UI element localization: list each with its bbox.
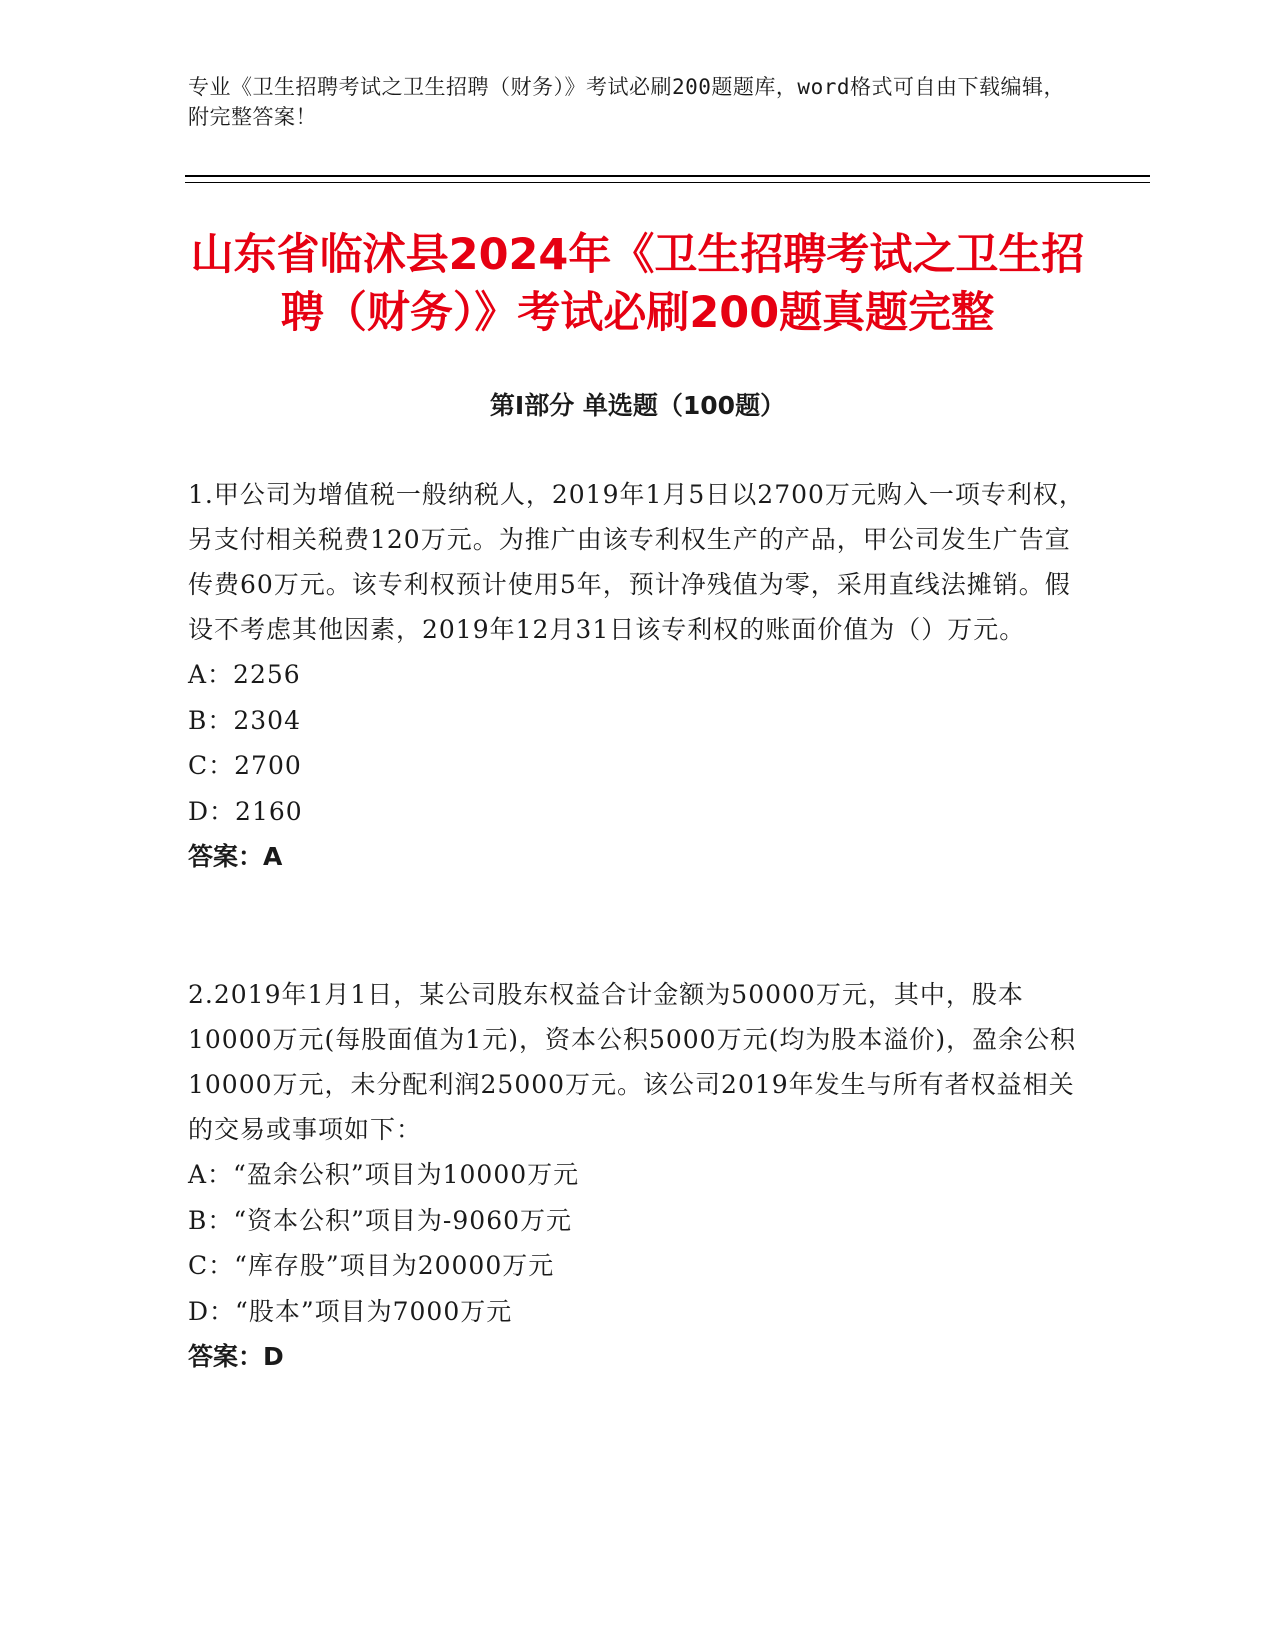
question-1 [188, 472, 1093, 879]
option-a: A：2256 [188, 660, 301, 689]
header-note: 专业《卫生招聘考试之卫生招聘（财务）》考试必刷200题题库，word格式可自由下载编辑，附完整答案！ [188, 75, 1065, 129]
option-d: D：“股本”项目为7000万元 [188, 1296, 513, 1326]
header-divider-thin [185, 182, 1150, 183]
header-divider-thick [185, 175, 1150, 177]
answer-line: 答案：A [188, 842, 283, 871]
option-d: D：2160 [188, 796, 303, 826]
question-2 [188, 972, 1093, 1379]
option-a: A：“盈余公积”项目为10000万元 [188, 1160, 580, 1189]
question-stem: 2.2019年1月1日，某公司股东权益合计金额为50000万元，其中，股本10000万元(每股面值为1元)，资本公积5000万元(均为股本溢价)，盈余公积10000万元，未分配利润25000万元。该公司2019年发生与所有者权益相关的交易或事项如下： [188, 980, 1077, 1144]
option-b: B：“资本公积”项目为-9060万元 [188, 1205, 573, 1235]
document-title: 山东省临沭县2024年《卫生招聘考试之卫生招聘（财务）》考试必刷200题真题完整 [190, 230, 1085, 338]
section-heading: 第Ⅰ部分 单选题（100题） [489, 391, 786, 420]
option-b: B：2304 [188, 705, 301, 735]
question-stem: 1.甲公司为增值税一般纳税人，2019年1月5日以2700万元购入一项专利权，另支付相关税费120万元。为推广由该专利权生产的产品，甲公司发生广告宣传费60万元。该专利权预计使用5年，预计净残值为零，采用直线法摊销。假设不考虑其他因素，2019年12月31日该专利权的账面价值为（）万元。 [188, 480, 1085, 644]
option-c: C：“库存股”项目为20000万元 [188, 1251, 555, 1280]
option-c: C：2700 [188, 751, 302, 780]
answer-line: 答案：D [188, 1342, 284, 1371]
